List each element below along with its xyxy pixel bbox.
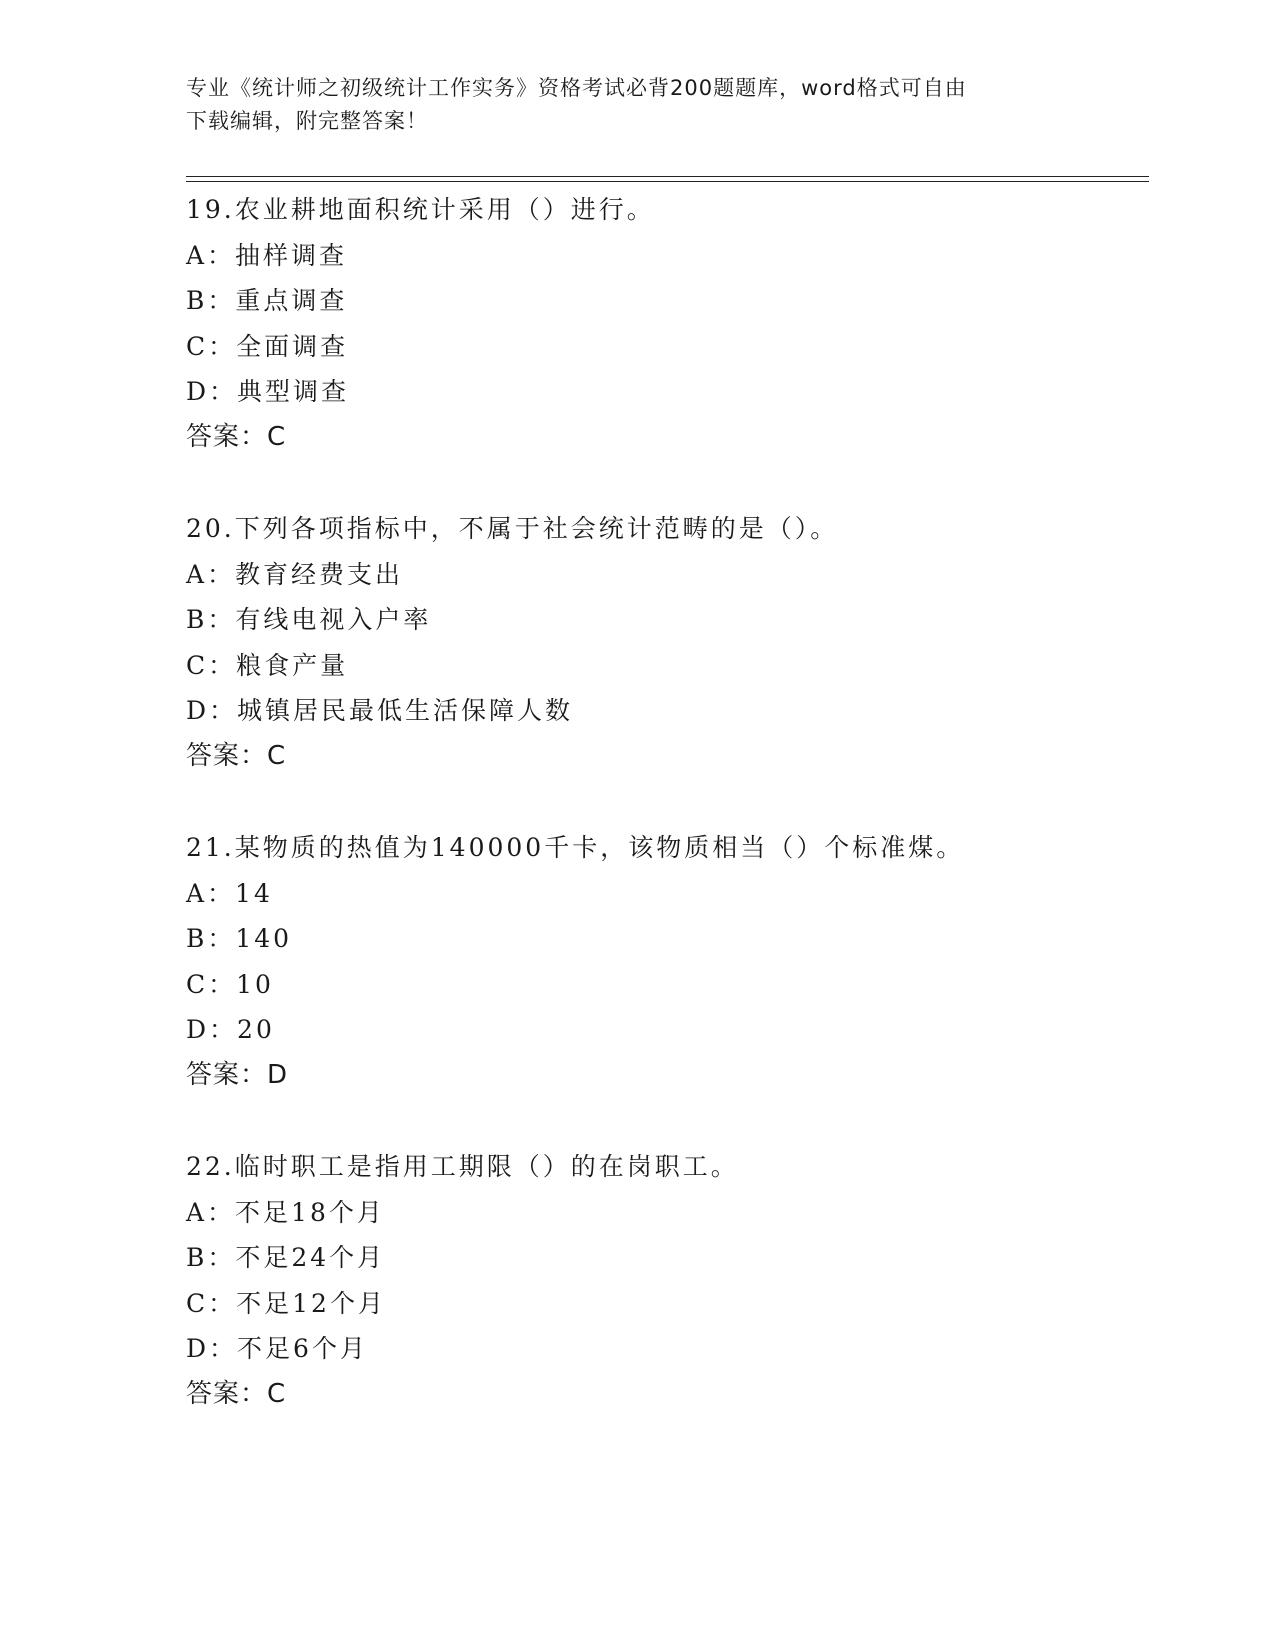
option-d: D：20 — [186, 1015, 275, 1044]
answer-line: 答案：C — [186, 740, 287, 771]
question-stem: 20.下列各项指标中，不属于社会统计范畴的是（）。 — [186, 514, 839, 543]
answer-line: 答案：C — [186, 421, 287, 452]
header-line-1: 专业《统计师之初级统计工作实务》资格考试必背200题题库，word格式可自由 — [186, 76, 967, 100]
option-d: D：不足6个月 — [186, 1334, 368, 1363]
question-19 — [186, 187, 1146, 460]
option-a: A：不足18个月 — [186, 1197, 385, 1227]
option-b: B：重点调查 — [186, 286, 348, 315]
question-stem: 21.某物质的热值为140000千卡，该物质相当（）个标准煤。 — [186, 833, 965, 862]
answer-line: 答案：C — [186, 1378, 287, 1409]
option-b: B：不足24个月 — [186, 1243, 386, 1272]
header-line-2: 下载编辑，附完整答案！ — [186, 109, 428, 133]
option-c: C：10 — [186, 969, 274, 999]
document-header — [186, 72, 1086, 138]
option-d: D：城镇居民最低生活保障人数 — [186, 696, 574, 725]
question-stem: 19.农业耕地面积统计采用（）进行。 — [186, 195, 655, 224]
question-22 — [186, 1144, 1146, 1417]
header-divider-top — [186, 176, 1149, 177]
question-stem: 22.临时职工是指用工期限（）的在岗职工。 — [186, 1152, 739, 1181]
question-21 — [186, 825, 1146, 1098]
option-c: C：粮食产量 — [186, 650, 349, 680]
option-a: A：抽样调查 — [186, 240, 348, 270]
option-b: B：140 — [186, 924, 293, 953]
option-a: A：教育经费支出 — [186, 559, 404, 589]
option-c: C：不足12个月 — [186, 1288, 386, 1318]
option-c: C：全面调查 — [186, 331, 349, 361]
answer-line: 答案：D — [186, 1059, 289, 1090]
option-d: D：典型调查 — [186, 377, 350, 406]
option-a: A：14 — [186, 878, 273, 908]
question-20 — [186, 506, 1146, 779]
header-divider-bottom — [186, 181, 1149, 182]
option-b: B：有线电视入户率 — [186, 605, 432, 634]
